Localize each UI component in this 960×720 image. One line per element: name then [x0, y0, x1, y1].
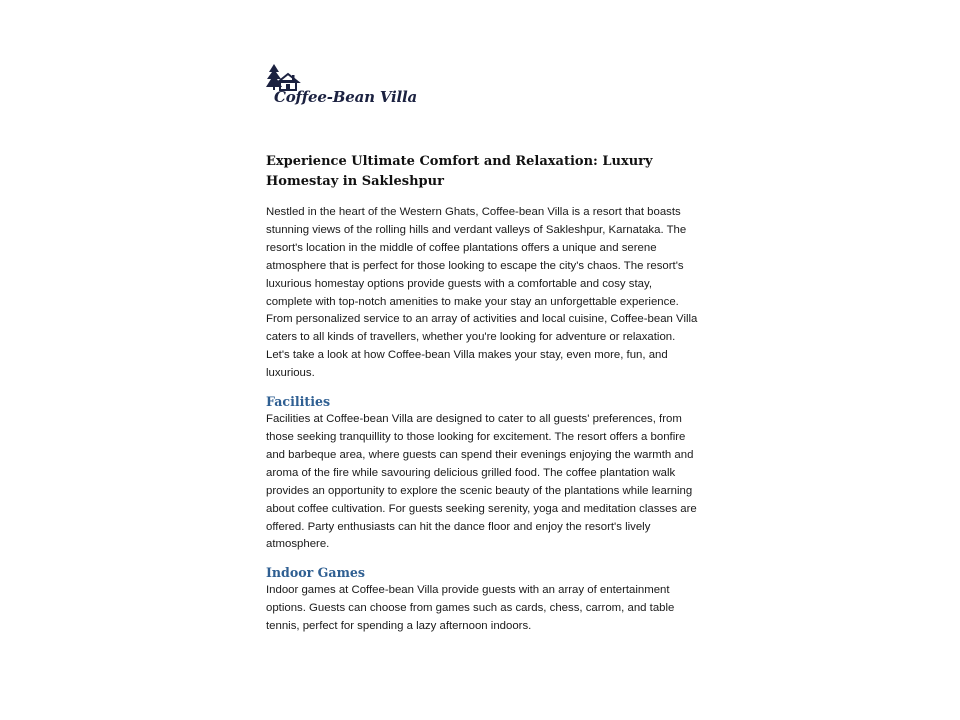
page-title: Experience Ultimate Comfort and Relaxation: Luxury Homestay in Sakleshpur	[266, 154, 653, 189]
logo	[266, 64, 426, 114]
section-body-facilities: Facilities at Coffee-bean Villa are designed to cater to all guests' preferences, from those seeking tranquillity to those looking for excitement. The resort offers a bonfire and barbeque area, where guests can spend their evenings enjoying the warmth and aroma of the fire while savouring delicious grilled food. The coffee plantation walk provides an opportunity to explore the scenic beauty of the plantations while learning about coffee cultivation. For guests seeking serenity, yoga and meditation classes are offered. Party enthusiasts can hit the dance floor and enjoy the resort's lively atmosphere.	[266, 413, 697, 551]
intro-paragraph: Nestled in the heart of the Western Ghats, Coffee-bean Villa is a resort that boasts stunning views of the rolling hills and verdant valleys of Sakleshpur, Karnataka. The resort's location in the middle of coffee plantations offers a unique and serene atmosphere that is perfect for those looking to escape the city's chaos. The resort's luxurious homestay options provide guests with a comfortable and cosy stay, complete with top-notch amenities to make your stay an unforgettable experience. From personalized service to an array of activities and local cuisine, Coffee-bean Villa caters to all kinds of travellers, whether you're looking for adventure or relaxation. Let's take a look at how Coffee-bean Villa makes your stay, even more, fun, and luxurious.	[266, 206, 698, 380]
section-heading-facilities: Facilities	[266, 394, 331, 410]
section-heading-indoor-games: Indoor Games	[266, 565, 366, 581]
section-body-indoor-games: Indoor games at Coffee-bean Villa provide guests with an array of entertainment options. Guests can choose from games such as cards, chess, carrom, and table tennis, perfect for spending a lazy afternoon indoors.	[266, 584, 675, 633]
section-facilities	[266, 393, 698, 554]
logo-wordmark: Coffee-Bean Villa	[274, 88, 418, 106]
section-indoor-games	[266, 564, 698, 636]
article	[266, 152, 698, 636]
